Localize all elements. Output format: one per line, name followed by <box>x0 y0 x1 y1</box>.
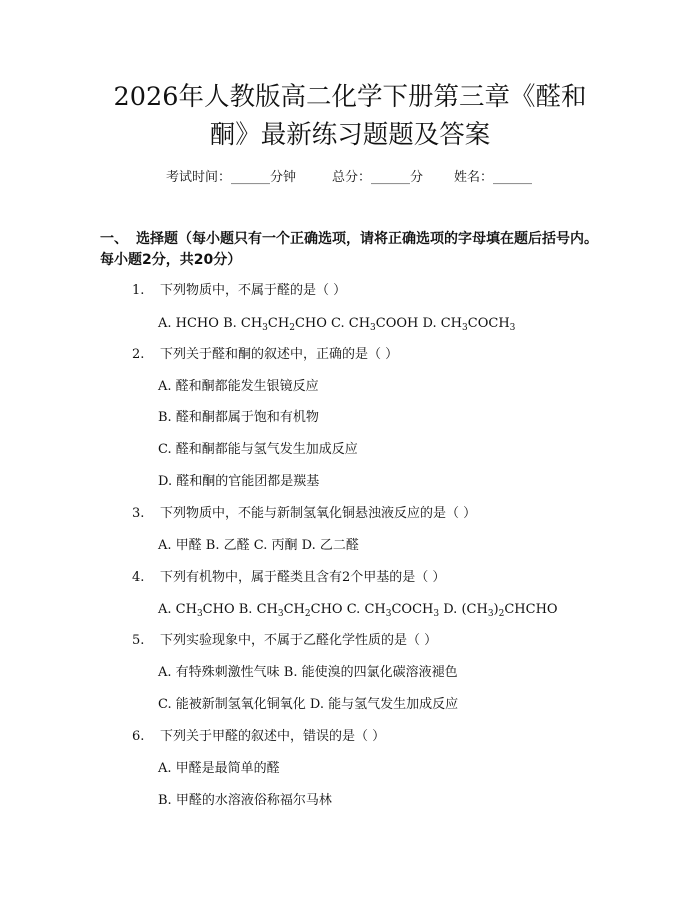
question-4 <box>132 569 445 587</box>
question-number: 6. <box>132 729 145 744</box>
question-2-option-d: D. 醛和酮的官能团都是羰基 <box>158 474 320 489</box>
subscript: 3 <box>433 609 440 619</box>
total-score: 总分：______分 <box>332 170 424 185</box>
subscript: 3 <box>370 323 376 333</box>
option-text: CH <box>283 602 305 617</box>
question-1-options <box>158 315 515 333</box>
option-text: CH <box>267 316 290 331</box>
question-3-options: A. 甲醛 B. 乙醛 C. 丙酮 D. 乙二醛 <box>158 538 359 553</box>
option-text: ) <box>493 602 499 617</box>
option-text: CHCHO <box>504 602 558 617</box>
question-3 <box>132 505 476 523</box>
option-text: CHO C. CH <box>310 602 386 617</box>
question-text: 下列实验现象中，不属于乙醛化学性质的是（ ） <box>160 633 438 648</box>
subscript: 3 <box>385 609 392 619</box>
question-5-options-line-1: A. 有特殊刺激性气味 B. 能使溴的四氯化碳溶液褪色 <box>158 665 458 680</box>
option-text: CHO C. CH <box>294 316 371 331</box>
question-text: 下列有机物中，属于醛类且含有2个甲基的是（ ） <box>160 570 446 585</box>
subscript: 3 <box>462 323 468 333</box>
option-text: COOH D. CH <box>375 316 463 331</box>
document-title <box>80 78 620 154</box>
question-5 <box>132 632 437 650</box>
option-text: A. HCHO B. CH <box>158 316 263 331</box>
subscript: 2 <box>304 609 311 619</box>
section-instructions: 选择题（每小题只有一个正确选项，请将正确选项的字母填在题后括号内。每小题2分，共20分） <box>100 231 598 268</box>
question-2-option-c: C. 醛和酮都能与氢气发生加成反应 <box>158 442 358 457</box>
question-number: 1. <box>132 283 145 298</box>
subscript: 3 <box>509 323 516 333</box>
question-1 <box>132 282 346 300</box>
option-text: CHO B. CH <box>202 602 278 617</box>
option-text: A. CH <box>158 602 197 617</box>
subscript: 2 <box>498 609 505 619</box>
option-text: D. (CH <box>439 602 488 617</box>
option-text: COCH <box>467 316 510 331</box>
title-line-2: 酮》最新练习题题及答案 <box>209 120 491 150</box>
subscript: 3 <box>487 609 494 619</box>
question-number: 5. <box>132 633 145 648</box>
question-text: 下列物质中，不属于醛的是（ ） <box>160 283 347 298</box>
question-text: 下列物质中，不能与新制氢氧化铜悬浊液反应的是（ ） <box>160 506 477 521</box>
question-6 <box>132 728 385 746</box>
question-2 <box>132 346 398 364</box>
question-6-option-b: B. 甲醛的水溶液俗称福尔马林 <box>158 793 332 808</box>
subscript: 3 <box>196 609 203 619</box>
question-2-option-b: B. 醛和酮都属于饱和有机物 <box>158 410 319 425</box>
question-6-option-a: A. 甲醛是最简单的醛 <box>158 761 280 776</box>
title-line-1: 2026年人教版高二化学下册第三章《醛和 <box>113 82 587 112</box>
question-number: 2. <box>132 347 145 362</box>
question-number: 3. <box>132 506 145 521</box>
subscript: 3 <box>262 323 268 333</box>
question-text: 下列关于甲醛的叙述中，错误的是（ ） <box>160 729 386 744</box>
option-text: COCH <box>391 602 434 617</box>
question-2-option-a: A. 醛和酮都能发生银镜反应 <box>158 379 319 394</box>
question-text: 下列关于醛和酮的叙述中，正确的是（ ） <box>160 347 399 362</box>
section-number: 一、 <box>100 231 128 247</box>
subscript: 3 <box>277 609 284 619</box>
section-heading <box>100 229 610 271</box>
question-number: 4. <box>132 570 145 585</box>
subscript: 2 <box>289 323 295 333</box>
question-5-options-line-2: C. 能被新制氢氧化铜氧化 D. 能与氢气发生加成反应 <box>158 697 459 712</box>
student-name: 姓名：______ <box>454 170 533 185</box>
question-4-options <box>158 601 558 619</box>
exam-time: 考试时间：______分钟 <box>166 170 297 185</box>
